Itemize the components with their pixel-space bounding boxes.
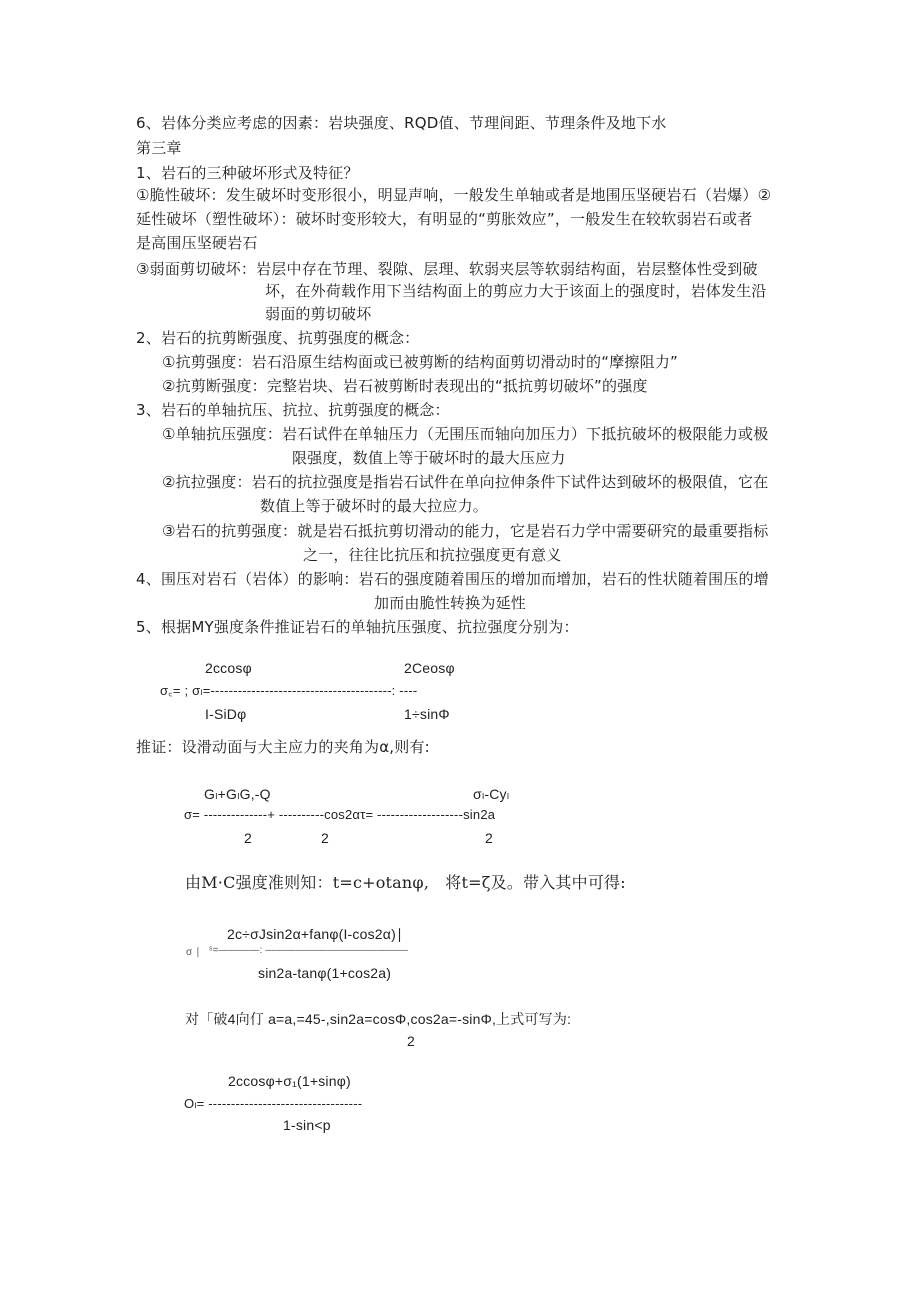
formula-2-denominator: 2 [244, 830, 252, 846]
text-line: ①单轴抗压强度：岩石试件在单轴压力（无围压而轴向加压力）下抵抗破坏的极限能力或极 [162, 425, 769, 443]
formula-2-numerator-b: σₗ-Cyₗ [473, 786, 510, 802]
chapter-heading: 第三章 [136, 139, 182, 157]
mc-criterion-line: 由M·C强度准则知：t=c+otanφ, 将t=ζ及。带入其中可得: [185, 873, 626, 892]
formula-4-denominator: 1-sin<p [283, 1117, 331, 1133]
formula-1-numerator-a: 2ccosφ [205, 660, 252, 676]
text-line: ①脆性破坏：发生破坏时变形很小，明显声响，一般发生单轴或者是地围压坚硬岩石（岩爆）② [136, 186, 772, 204]
formula-1-numerator-b: 2Ceosφ [404, 660, 455, 676]
text-line: ②抗剪断强度：完整岩块、岩石被剪断时表现出的“抵抗剪切破坏”的强度 [162, 377, 648, 395]
formula-2-denominator: 2 [321, 830, 329, 846]
text-line: 弱面的剪切破坏 [265, 305, 372, 323]
question-heading: 1、岩石的三种破坏形式及特征？ [136, 164, 359, 182]
text-line: 是高围压坚硬岩石 [136, 234, 258, 252]
text-line: ②抗拉强度：岩石的抗拉强度是指岩石试件在单向拉伸条件下试件达到破坏的极限值，它在 [162, 473, 769, 491]
question-heading: 5、根据MY强度条件推证岩石的单轴抗压强度、抗拉强度分别为： [136, 618, 579, 636]
formula-2-denominator: 2 [485, 830, 493, 846]
text-line: ③弱面剪切破坏：岩层中存在节理、裂隙、层理、软弱夹层等软弱结构面，岩层整体性受到破 [136, 260, 758, 278]
question-heading: 3、岩石的单轴抗压、抗拉、抗剪强度的概念： [136, 401, 450, 419]
text-line: 6、岩体分类应考虑的因素：岩块强度、RQD值、节理间距、节理条件及地下水 [136, 114, 667, 132]
formula-4-numerator: 2ccosφ+σ₁(1+sinφ) [228, 1073, 351, 1089]
formula-3-numerator: 2c÷σJsin2α+fanφ(I-cos2α)∣ [227, 926, 404, 942]
text-line: 坏，在外荷载作用下当结构面上的剪应力大于该面上的强度时，岩体发生沿 [265, 282, 767, 300]
formula-1-denominator-a: I-SiDφ [205, 706, 247, 722]
formula-1-main: σ꜀= ; σₗ=----------------------------------------: ---- [160, 683, 418, 698]
question-heading: 2、岩石的抗剪断强度、抗剪强度的概念： [136, 329, 420, 347]
question-heading: 4、围压对岩石（岩体）的影响：岩石的强度随着围压的增加而增加，岩石的性状随着围压的增 [136, 570, 769, 588]
text-line: 数值上等于破坏时的最大拉应力。 [260, 497, 489, 515]
formula-3-left: σ ∣ [186, 947, 201, 958]
text-line: 加而由脆性转换为延性 [374, 594, 527, 612]
substitution-line: 对「破4向仃 a=a,=45-,sin2a=cosΦ,cos2a=-sinΦ,上式可写为: [185, 1011, 572, 1027]
formula-1-denominator-b: 1÷sinΦ [404, 706, 450, 722]
text-line: 之一，往往比抗压和抗拉强度更有意义 [303, 546, 562, 564]
formula-3-denominator: sin2a-tanφ(1+cos2a) [258, 965, 392, 981]
text-line: 延性破坏（塑性破坏）：破坏时变形较大，有明显的“剪胀效应”，一般发生在较软弱岩石或者 [136, 210, 753, 228]
text-line: 限强度，数值上等于破坏时的最大压应力 [292, 449, 566, 467]
proof-intro: 推证：设滑动面与大主应力的夹角为α,则有: [136, 738, 430, 756]
substitution-line-sub: 2 [407, 1033, 415, 1049]
text-line: ①抗剪强度：岩石沿原生结构面或已被剪断的结构面剪切滑动时的“摩擦阻力” [162, 353, 678, 371]
text-line: ③岩石的抗剪强度：就是岩石抵抗剪切滑动的能力，它是岩石力学中需要研究的最重要指标 [162, 522, 769, 540]
formula-4-main: Oₗ= ---------------------------------- [184, 1096, 363, 1111]
formula-3-main: ˢ=————: —————————————— [209, 945, 409, 956]
formula-2-main: σ= --------------+ ----------cos2ατ= -------------------sin2a [184, 807, 496, 822]
formula-2-numerator-a: Gₗ+GₗG,-Q [204, 786, 271, 802]
